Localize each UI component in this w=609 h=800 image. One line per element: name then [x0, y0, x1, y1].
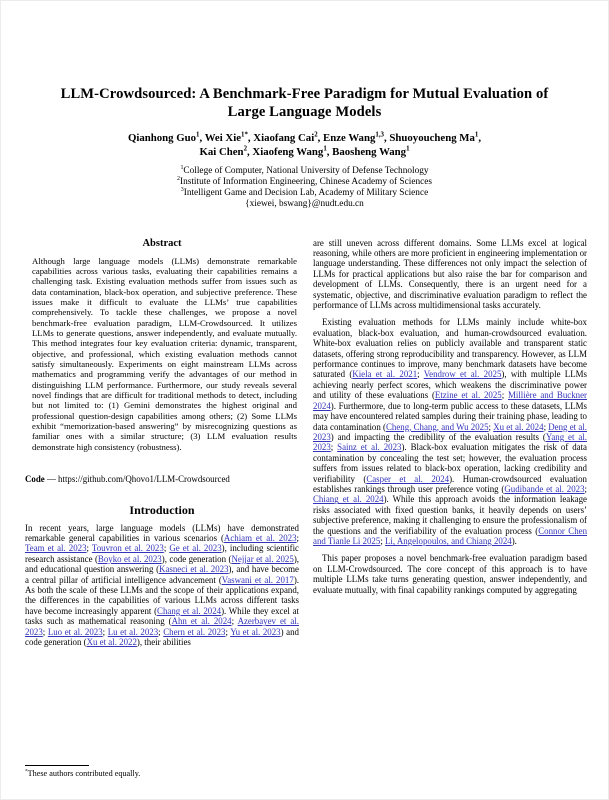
text-segment: ), with multiple LLMs achieving nearly perfect scores, which weakens the discriminative power and utility of these evaluations (	[313, 369, 587, 401]
text-segment: , Wei Xie	[199, 132, 241, 144]
text-segment: ;	[330, 442, 338, 453]
author-line	[0, 132, 609, 146]
code-separator: —	[44, 474, 59, 485]
citation-link[interactable]: Lu et al. 2023	[107, 626, 159, 637]
email-line: {xiewei, bswang}@nudt.edu.cn	[245, 198, 364, 209]
superscript: 1	[406, 145, 410, 153]
text-segment: ;	[501, 390, 508, 401]
text-segment: ;	[86, 543, 92, 554]
citation-link[interactable]: Yu et al. 2023	[230, 626, 281, 637]
text-segment: ) and code generation (	[25, 626, 299, 647]
text-segment: ;	[225, 626, 231, 637]
text-segment: This paper proposes a novel benchmark-free evaluation paradigm based on LLM-Crowdsourced. The core concept of this approach is to have multiple LLMs take turns generating question, answer independently, and evaluate mutually, with final capability rankings computed by aggregating	[313, 553, 587, 595]
citation-link[interactable]: Cheng, Chang, and Wu 2025	[385, 421, 489, 432]
affiliation-block	[0, 166, 609, 210]
citation-link[interactable]: Li, Angelopoulos, and Chiang 2024	[385, 535, 512, 546]
citation-link[interactable]: Kiela et al. 2021	[352, 369, 418, 380]
text-segment: ), and educational question answering (	[25, 553, 299, 575]
text-segment: These authors contributed equally.	[27, 769, 141, 778]
text-segment: ).	[511, 535, 517, 546]
left-column	[25, 238, 299, 648]
text-segment: are still uneven across different domains. Some LLMs excel at logical reasoning, while others are more proficient in engineering implementation or language understanding. These differences not only impact the selection of LLMs for practical applications but also raise the bar for comparison and development of LLMs. Consequently, there is an urgent need for a systematic, objective, and discriminative evaluation paradigm to reflect the performance of LLMs across multidimensional tasks accurately.	[313, 237, 587, 311]
text-segment: ), and have become a central pillar of artificial intelligence advancement (	[25, 564, 299, 585]
citation-link[interactable]: Achiam et al. 2023	[223, 532, 297, 543]
superscript: 2	[177, 175, 180, 182]
citation-link[interactable]: Etzine et al. 2025	[434, 390, 502, 401]
text-segment: , Xiaofeng Wang	[247, 145, 324, 158]
text-segment: , Shuoyoucheng Ma	[384, 132, 475, 144]
affiliation-line	[0, 188, 609, 199]
text-segment: ), code generation (	[161, 553, 232, 564]
paper-header	[0, 0, 609, 210]
superscript: 3	[180, 186, 184, 193]
citation-link[interactable]: Sainz et al. 2023	[337, 442, 402, 453]
text-segment: In recent years, large language models (LLMs) have demonstrated remarkable general capabilities in various scenarios (	[25, 522, 299, 543]
superscript: 1*	[241, 131, 248, 139]
text-segment: ). While they excel at tasks such as mathematical reasoning (	[25, 605, 299, 627]
text-segment: ;	[488, 421, 494, 432]
author-block	[0, 132, 609, 160]
body-paragraph	[313, 238, 587, 311]
introduction-paragraph	[25, 523, 299, 648]
body-paragraph	[313, 553, 587, 595]
text-segment: ). While this approach avoids the information leakage risks associated with fixed question banks, it heavily depends on users’ subjective preference, making it challenging to ensure the professionalism of the questions and the verifiability of the evaluation process (	[313, 494, 587, 536]
superscript: 1	[180, 164, 184, 171]
text-segment: ;	[296, 532, 299, 543]
text-segment: Existing evaluation methods for LLMs mainly include white-box evaluation, black-box evaluation, and human-crowdsourced evaluation. White-box evaluation relies on publicly available and transparent static datasets, offering strong reproducibility and transparency. However, as LLM performance continues to improve, many benchmark datasets have become saturated (	[313, 317, 587, 380]
citation-link[interactable]: Azerbayev et al. 2023	[25, 616, 299, 637]
text-segment: ). Black-box evaluation mitigates the risk of data contamination by concealing the test set; however, the evaluation process suffers from issues related to black-box operation, lacking credibility and verifiability (	[313, 442, 587, 484]
citation-link[interactable]: Kasneci et al. 2023	[159, 564, 229, 575]
superscript: 1,3	[375, 131, 384, 139]
introduction-heading: Introduction	[129, 502, 195, 517]
citation-link[interactable]: Gudibande et al. 2023	[504, 483, 585, 494]
citation-link[interactable]: Yang et al. 2023	[313, 431, 587, 453]
text-segment: ) and impacting the credibility of the evaluation results (	[330, 431, 546, 442]
right-column	[313, 238, 587, 595]
text-segment: ;	[417, 369, 424, 380]
text-segment: ;	[231, 616, 238, 627]
text-segment: ,	[478, 132, 482, 144]
text-segment: ;	[158, 626, 164, 637]
paper-title-line2: Large Language Models	[227, 103, 382, 120]
paper-title	[0, 86, 609, 121]
citation-link[interactable]: Vaswani et al. 2017	[221, 574, 294, 585]
abstract-text: Although large language models (LLMs) demonstrate remarkable capabilities across various tasks, evaluating their capabilities remains a challenging task. Existing evaluation methods suffer from issues such as data contamination, black-box operation, and subjective preference. These issues make it difficult to evaluate the LLMs’ true capabilities comprehensively. To tackle these challenges, we propose a novel benchmark-free evaluation paradigm, LLM-Crowdsourced. It utilizes LLMs to generate questions, answer independently, and evaluate mutually. This method integrates four key evaluation criteria: dynamic, transparent, objective, and professional, which existing evaluation methods cannot satisfy simultaneously. Experiments on eight mainstream LLMs across mathematics and programming verify the advantages of our method in distinguishing LLM performance. Furthermore, our study reveals several novel findings that are difficult for traditional methods to detect, including but not limited to: (1) Gemini demonstrates the highest original and professional question-design capabilities among others; (2) Some LLMs exhibit “memorization-based answering” by misrecognizing questions as familiar ones with a similar structure; (3) LLM evaluation results demonstrate high consistency (robustness).	[32, 255, 297, 452]
citation-link[interactable]: Millière and Buckner 2024	[313, 390, 587, 411]
citation-link[interactable]: Chang et al. 2024	[157, 605, 222, 616]
text-segment: College of Computer, National University of Defense Technology	[183, 165, 429, 176]
citation-link[interactable]: Deng et al. 2023	[313, 421, 587, 442]
code-line	[25, 474, 299, 484]
code-label: Code	[25, 474, 45, 485]
superscript: 1	[323, 145, 327, 153]
citation-link[interactable]: Touvron et al. 2023	[91, 543, 164, 554]
citation-link[interactable]: Luo et al. 2023	[47, 626, 103, 637]
citation-link[interactable]: Nejjar et al. 2025	[231, 553, 294, 564]
text-segment: ;	[380, 535, 385, 546]
author-contribution-footnote	[25, 765, 299, 779]
superscript: 1	[196, 131, 200, 139]
footnote-divider	[25, 765, 89, 766]
affiliation-line	[0, 177, 609, 188]
text-segment: , Enze Wang	[317, 132, 376, 144]
abstract-heading: Abstract	[142, 237, 182, 249]
citation-link[interactable]: Boyko et al. 2023	[97, 553, 162, 564]
text-segment: ). As both the scale of these LLMs and the scope of their applications expand, the differences in the capabilities of various LLMs across different tasks have become increasingly apparent (	[25, 574, 299, 616]
citation-link[interactable]: Team et al. 2023	[25, 543, 87, 554]
text-segment: ). Furthermore, due to long-term public access to these datasets, LLMs may have encountered related samples during their training phase, leading to data contamination (	[313, 400, 587, 432]
text-segment: ;	[163, 543, 170, 554]
superscript: *	[25, 768, 28, 775]
text-segment: Institute of Information Engineering, Chinese Academy of Sciences	[179, 176, 432, 187]
text-segment: ;	[102, 626, 108, 637]
text-segment: Kai Chen	[199, 145, 244, 158]
text-segment: Qianhong Guo	[127, 132, 197, 144]
citation-link[interactable]: Xu et al. 2022	[86, 637, 137, 647]
code-url[interactable]: https://github.com/Qhovo1/LLM-Crowdsourced	[58, 474, 230, 485]
text-segment: ;	[42, 626, 48, 637]
citation-link[interactable]: Ge et al. 2023	[169, 543, 222, 554]
citation-link[interactable]: Chiang et al. 2024	[313, 494, 384, 505]
paper-title-line1: LLM-Crowdsourced: A Benchmark-Free Paradigm for Mutual Evaluation of	[60, 86, 549, 102]
text-segment: , Xiaofang Cai	[247, 132, 315, 144]
superscript: 2	[314, 131, 318, 139]
citation-link[interactable]: Chern et al. 2023	[163, 626, 226, 637]
text-segment: ), their abilities	[136, 637, 191, 647]
text-segment: ;	[584, 483, 587, 494]
footnote-text	[25, 769, 299, 779]
citation-link[interactable]: Xu et al. 2024	[493, 421, 544, 432]
citation-link[interactable]: Connor Chen and Tianle Li 2025	[313, 525, 588, 546]
text-segment: Intelligent Game and Decision Lab, Academy of Military Science	[183, 187, 429, 198]
superscript: 1	[474, 131, 479, 139]
text-segment: , Baosheng Wang	[326, 145, 407, 158]
text-segment: ), including scientific research assistance (	[25, 543, 299, 564]
text-segment: ;	[543, 421, 549, 432]
text-segment: ). Human-crowdsourced evaluation establishes rankings through user preference voting (	[313, 473, 587, 494]
author-line	[0, 146, 609, 160]
two-column-body	[0, 210, 609, 648]
citation-link[interactable]: Vendrow et al. 2025	[423, 369, 502, 380]
affiliation-line	[0, 166, 609, 177]
body-paragraph	[313, 317, 587, 546]
citation-link[interactable]: Ahn et al. 2024	[171, 616, 232, 627]
superscript: 2	[243, 145, 248, 153]
citation-link[interactable]: Casper et al. 2024	[366, 473, 450, 484]
